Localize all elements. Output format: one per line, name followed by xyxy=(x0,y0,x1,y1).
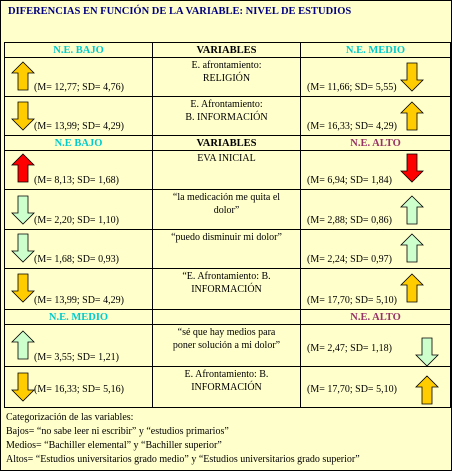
left-stat: (M= 2,20; SD= 1,10) xyxy=(34,215,119,226)
up-orange-arrow-icon xyxy=(400,101,424,131)
up-red-arrow-icon xyxy=(11,153,35,183)
left-stat: (M= 13,99; SD= 4,29) xyxy=(34,295,124,306)
left-stat-cell xyxy=(5,190,153,230)
up-orange-arrow-icon xyxy=(400,273,424,303)
right-stat: (M= 2,88; SD= 0,86) xyxy=(307,215,392,226)
left-stat-cell xyxy=(5,367,153,408)
variable-cell xyxy=(153,58,301,97)
right-stat-cell xyxy=(301,230,451,269)
variable-cell xyxy=(153,151,301,190)
table-row xyxy=(5,58,451,97)
variable-line: E. Afrontamiento: B. xyxy=(184,369,269,380)
left-stat: (M= 16,33; SD= 5,16) xyxy=(34,384,124,395)
right-stat-cell xyxy=(301,97,451,136)
right-stat: (M= 2,47; SD= 1,18) xyxy=(307,343,392,354)
left-stat: (M= 13,99; SD= 4,29) xyxy=(34,121,124,132)
left-stat-cell xyxy=(5,151,153,190)
table-row xyxy=(5,190,451,230)
up-orange-arrow-icon xyxy=(415,375,439,405)
section-header-row xyxy=(5,136,451,151)
variable-line: INFORMACIÓN xyxy=(191,382,262,393)
up-orange-arrow-icon xyxy=(11,61,35,91)
footer-line: Categorización de las variables: xyxy=(6,412,134,423)
down-green-arrow-icon xyxy=(11,195,35,225)
section-header-row xyxy=(5,43,451,58)
table-row xyxy=(5,367,451,408)
table-row xyxy=(5,230,451,269)
right-stat: (M= 2,24; SD= 0,97) xyxy=(307,254,392,265)
variable-line: “la medicación me quita el xyxy=(172,192,281,203)
variable-line: RELIGIÓN xyxy=(202,73,251,84)
right-stat-cell xyxy=(301,151,451,190)
down-orange-arrow-icon xyxy=(11,372,35,402)
left-group-header: N.E BAJO xyxy=(5,136,153,151)
down-orange-arrow-icon xyxy=(11,101,35,131)
footer-line: Altos= “Estudios universitarios grado medio” y “Estudios universitarios grado superior” xyxy=(6,454,360,465)
left-stat-cell xyxy=(5,269,153,310)
page-title: DIFERENCIAS EN FUNCIÓN DE LA VARIABLE: NIVEL DE ESTUDIOS xyxy=(8,6,352,17)
right-stat-cell xyxy=(301,367,451,408)
table-row xyxy=(5,269,451,310)
right-stat: (M= 6,94; SD= 1,84) xyxy=(307,175,392,186)
left-stat-cell xyxy=(5,58,153,97)
variable-line: B. INFORMACIÓN xyxy=(185,112,268,123)
variable-line: INFORMACIÓN xyxy=(191,284,262,295)
left-stat: (M= 8,13; SD= 1,68) xyxy=(34,175,119,186)
variables-header: VARIABLES xyxy=(153,136,301,151)
categorization-note xyxy=(6,411,360,467)
section-header-row xyxy=(5,310,451,325)
right-stat-cell xyxy=(301,190,451,230)
right-group-header: N.E. MEDIO xyxy=(301,43,451,58)
right-stat: (M= 16,33; SD= 4,29) xyxy=(307,121,397,132)
right-stat-cell xyxy=(301,325,451,367)
right-group-header: N.E. ALTO xyxy=(301,136,451,151)
right-stat-cell xyxy=(301,58,451,97)
right-stat-cell xyxy=(301,269,451,310)
left-stat-cell xyxy=(5,325,153,367)
variable-line: poner solución a mi dolor” xyxy=(172,340,281,351)
left-stat-cell xyxy=(5,97,153,136)
table-row xyxy=(5,325,451,367)
up-green-arrow-icon xyxy=(400,195,424,225)
up-green-arrow-icon xyxy=(11,330,35,360)
down-green-arrow-icon xyxy=(11,233,35,263)
left-stat: (M= 1,68; SD= 0,93) xyxy=(34,254,119,265)
variable-cell xyxy=(153,269,301,310)
up-green-arrow-icon xyxy=(400,233,424,263)
variable-cell xyxy=(153,97,301,136)
left-group-header: N.E. MEDIO xyxy=(5,310,153,325)
footer-line: Bajos= “no sabe leer ni escribir” y “estudios primarios” xyxy=(6,426,229,437)
left-stat: (M= 3,55; SD= 1,21) xyxy=(34,352,119,363)
variable-line: “sé que hay medios para xyxy=(177,327,276,338)
down-red-arrow-icon xyxy=(400,153,424,183)
results-table xyxy=(4,42,451,408)
down-green-arrow-icon xyxy=(415,337,439,367)
table-row xyxy=(5,97,451,136)
left-group-header: N.E. BAJO xyxy=(5,43,153,58)
right-stat: (M= 17,70; SD= 5,10) xyxy=(307,384,397,395)
variable-cell xyxy=(153,325,301,367)
variable-cell xyxy=(153,190,301,230)
variable-line: E. Afrontamiento: xyxy=(190,99,263,110)
variable-line: EVA INICIAL xyxy=(197,153,256,164)
left-stat-cell xyxy=(5,230,153,269)
variable-line: dolor” xyxy=(213,205,240,216)
variables-header: VARIABLES xyxy=(153,43,301,58)
variable-cell xyxy=(153,230,301,269)
variable-cell xyxy=(153,367,301,408)
left-stat: (M= 12,77; SD= 4,76) xyxy=(34,82,124,93)
right-group-header: N.E. ALTO xyxy=(301,310,451,325)
right-stat: (M= 11,66; SD= 5,55) xyxy=(307,82,397,93)
right-stat: (M= 17,70; SD= 5,10) xyxy=(307,295,397,306)
variables-header xyxy=(153,310,301,325)
variable-line: “E. Afrontamiento: B. xyxy=(182,271,271,282)
down-orange-arrow-icon xyxy=(11,273,35,303)
variable-line: E. afrontamiento: xyxy=(191,60,262,71)
footer-line: Medios= “Bachiller elemental” y “Bachiller superior” xyxy=(6,440,222,451)
down-orange-arrow-icon xyxy=(400,62,424,92)
table-row xyxy=(5,151,451,190)
variable-line: “puedo disminuir mi dolor” xyxy=(171,232,282,243)
